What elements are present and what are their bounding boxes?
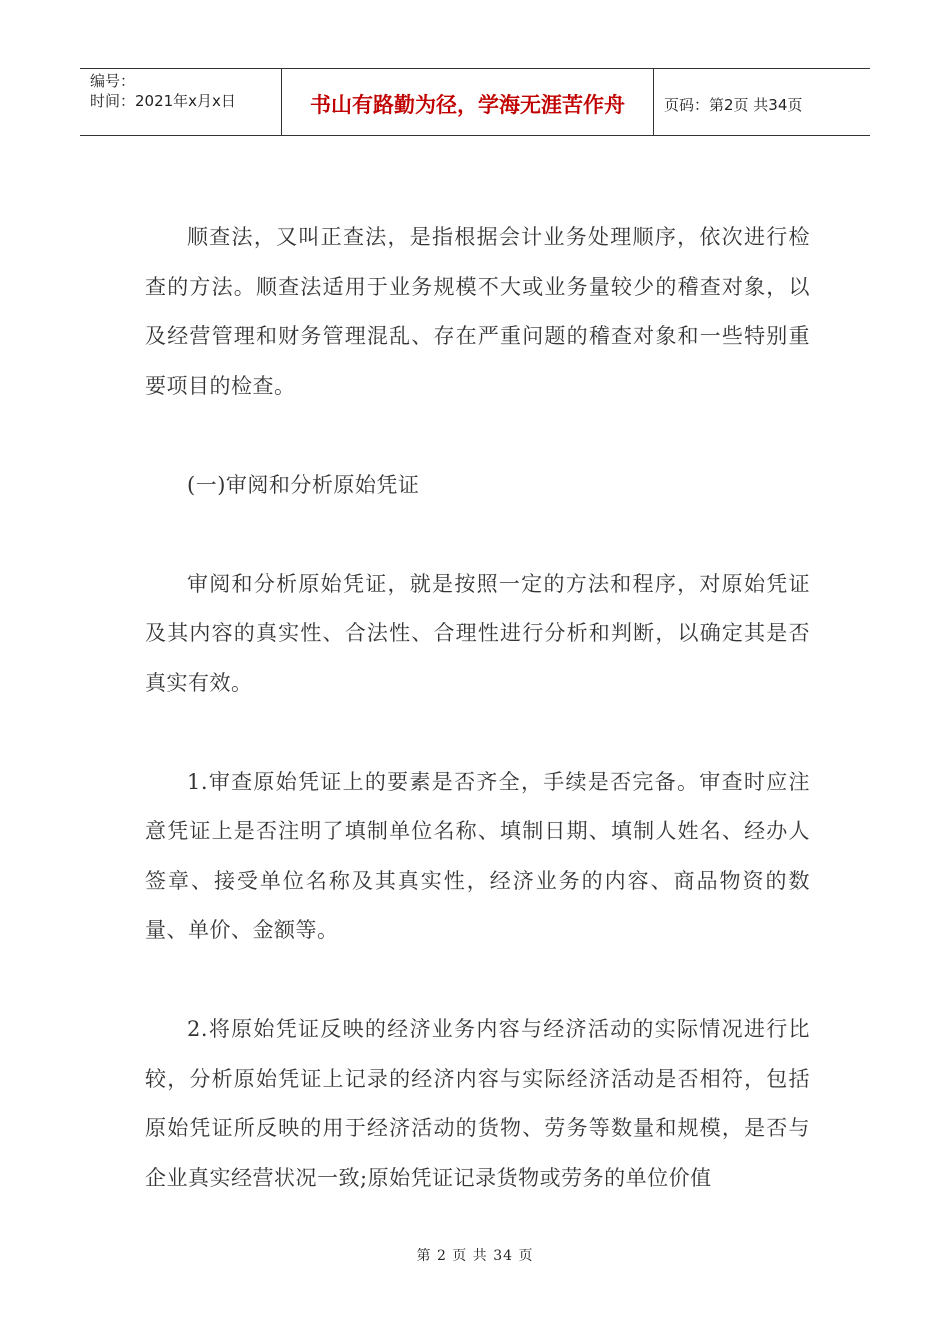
paragraph-item-2: 2.将原始凭证反映的经济业务内容与经济活动的实际情况进行比较，分析原始凭证上记录的经济内容与实际经济活动是否相符，包括原始凭证所反映的用于经济活动的货物、劳务等数量和规模，是否与企业真实经营状况一致;原始凭证记录货物或劳务的单位价值 [145,1017,810,1190]
paragraph-item-1: 1.审查原始凭证上的要素是否齐全，手续是否完备。审查时应注意凭证上是否注明了填制单位名称、填制日期、填制人姓名、经办人签章、接受单位名称及其真实性，经济业务的内容、商品物资的数量、单价、金额等。 [145,769,810,942]
date-label: 时间：2021年x月x日 [90,92,236,110]
paragraph-sequential-check: 顺查法，又叫正查法，是指根据会计业务处理顺序，依次进行检查的方法。顺查法适用于业务规模不大或业务量较少的稽查对象，以及经营管理和财务管理混乱、存在严重问题的稽查对象和一些特别重要项目的检查。 [145,225,810,398]
header-motto: 书山有路勤为径，学海无涯苦作舟 [282,69,654,135]
header-page-code: 页码：第2页 共34页 [664,95,803,114]
number-label: 编号： [90,72,136,90]
page-footer: 第 2 页 共 34 页 [416,1248,534,1264]
document-header [80,68,870,136]
document-body [145,213,810,1253]
paragraph-review-vouchers: 审阅和分析原始凭证，就是按照一定的方法和程序，对原始凭证及其内容的真实性、合法性、合理性进行分析和判断，以确定其是否真实有效。 [145,571,810,695]
header-meta-cell [80,69,282,135]
section-heading: (一)审阅和分析原始凭证 [187,472,420,497]
